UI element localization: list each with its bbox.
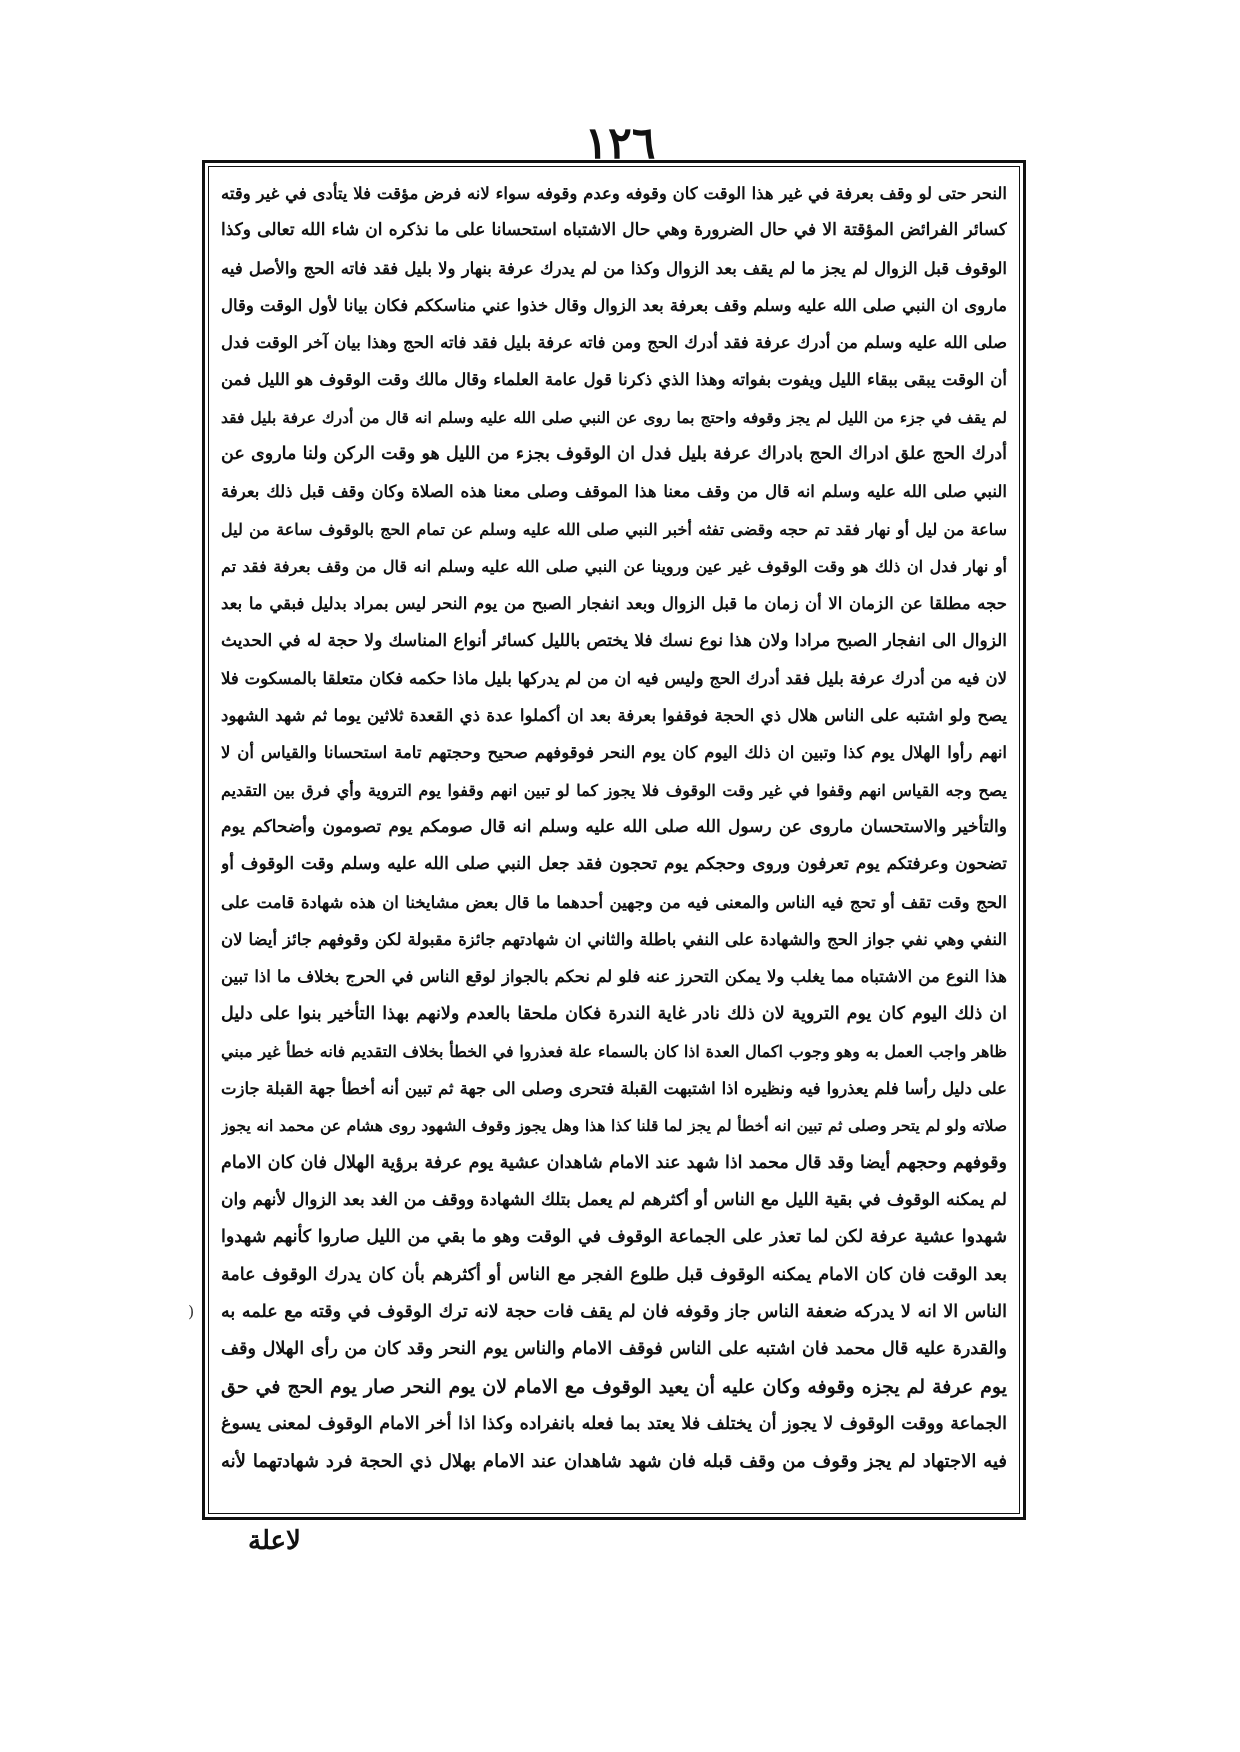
text-line: صلاته ولو لم يتحر وصلى ثم تبين انه أخطأ لم يجز لما قلنا كذا هذا وهل يجوز وقوف الشهود روى هشام عن محمد انه يجوز (221, 1116, 1007, 1136)
text-line: لم يمكنه الوقوف في بقية الليل مع الناس أو أكثرهم لم يعمل بتلك الشهادة ووقف من الغد بعد الزوال لأنهم وان (221, 1190, 1007, 1211)
text-line: بعد الوقت فان كان الامام يمكنه الوقوف قبل طلوع الفجر مع الناس أو أكثرهم بأن كان يدرك الوقوف عامة (221, 1264, 1007, 1285)
text-line: يوم عرفة لم يجزه وقوفه وكان عليه أن يعيد الوقوف مع الامام لان يوم النحر صار يوم الحج في حق (221, 1375, 1007, 1398)
catchword: لاعلة (248, 1526, 301, 1556)
text-line: والقدرة عليه قال محمد فان اشتبه على الناس فوقف الامام والناس يوم النحر وقد كان من رأى الهلال وقف (221, 1339, 1007, 1360)
text-line: الناس الا انه لا يدركه ضعفة الناس جاز وقوفه فان لم يقف فات حجة لانه ترك الوقوف في وقته مع علمه به (221, 1301, 1007, 1322)
text-line: الزوال الى انفجار الصبح مرادا ولان هذا نوع نسك فلا يختص بالليل كسائر أنواع المناسك ولا حجة له في الحديث (221, 630, 1007, 651)
text-line: الوقوف قبل الزوال لم يجز ما لم يقف بعد الزوال وكذا من لم يدرك عرفة بنهار ولا بليل فقد فاته الحج والأصل فيه (221, 258, 1007, 278)
text-line: هذا النوع من الاشتباه مما يغلب ولا يمكن التحرز عنه فلو لم نحكم بالجواز لوقع الناس في الحرج بخلاف ما اذا تبين (221, 967, 1007, 987)
text-line: النفي وهي نفي جواز الحج والشهادة على النفي باطلة والثاني ان شهادتهم جائزة مقبولة لكن وقوفهم جائز أيضا لان (221, 929, 1007, 949)
text-line: ظاهر واجب العمل به وهو وجوب اكمال العدة اذا كان بالسماء علة فعذروا في الخطأ بخلاف التقديم فانه خطأ غير مبني (221, 1041, 1007, 1061)
main-text (221, 175, 1007, 1480)
text-line: يصح ولو اشتبه على الناس هلال ذي الحجة فوقفوا بعرفة بعد ان أكملوا عدة ذي القعدة ثلاثين يوما ثم شهد الشهود (221, 706, 1007, 726)
text-line: ساعة من ليل أو نهار فقد تم حجه وقضى تفثه أخبر النبي صلى الله عليه وسلم عن تمام الحج بالوقوف ساعة من ليل (221, 519, 1007, 539)
text-line: فيه الاجتهاد لم يجز وقوف من وقف قبله فان شهد شاهدان عند الامام بهلال ذي الحجة فرد شهادتهما لأنه (221, 1451, 1007, 1473)
text-line: وقوفهم وحجهم أيضا وقد قال محمد اذا شهد عند الامام شاهدان عشية يوم عرفة برؤية الهلال فان كان الامام (221, 1152, 1007, 1173)
text-line: لان فيه من أدرك عرفة بليل فقد أدرك الحج وليس فيه ان من لم يدركها بليل ماذا حكمه فكان متعلقا بالمسكوت فلا (221, 668, 1007, 688)
margin-mark: ) (188, 1302, 195, 1321)
text-frame (208, 166, 1020, 1514)
text-line: صلى الله عليه وسلم من أدرك عرفة فقد أدرك الحج ومن فاته عرفة بليل فقد فاته الحج وهذا بيان آخر الوقت فدل (221, 333, 1007, 353)
text-line: النبي صلى الله عليه وسلم انه قال من وقف معنا هذا الموقف وصلى معنا هذه الصلاة وكان وقف قبل ذلك بعرفة (221, 482, 1007, 502)
text-line: والتأخير والاستحسان ماروى عن رسول الله صلى الله عليه وسلم انه قال صومكم يوم تصومون وأضحاكم يوم (221, 817, 1007, 838)
text-line: لم يقف في جزء من الليل لم يجز وقوفه واحتج بما روى عن النبي صلى الله عليه وسلم انه قال من أدرك عرفة بليل فقد (221, 407, 1007, 427)
text-line: أو نهار فدل ان ذلك هو وقت الوقوف غير عين وروينا عن النبي صلى الله عليه وسلم انه قال من وقف بعرفة فقد تم (221, 556, 1007, 576)
text-line: الحج وقت تقف أو تحج فيه الناس والمعنى فيه من وجهين أحدهما ما قال بعض مشايخنا ان هذه شهادة قامت على (221, 892, 1007, 912)
text-line: ماروى ان النبي صلى الله عليه وسلم وقف بعرفة بعد الزوال وقال خذوا عني مناسككم فكان بيانا لأول الوقت وقال (221, 295, 1007, 315)
text-line: يصح وجه القياس انهم وقفوا في غير وقت الوقوف فلا يجوز كما لو تبين انهم وقفوا يوم التروية وأي فرق بين التقديم (221, 780, 1007, 800)
text-line: تضحون وعرفتكم يوم تعرفون وروى وحجكم يوم تحجون فقد جعل النبي صلى الله عليه وسلم وقت الوقوف أو (221, 854, 1007, 875)
text-line: حجه مطلقا عن الزمان الا أن زمان ما قبل الزوال وبعد انفجار الصبح من يوم النحر ليس بمراد بدليل فبقي ما بعد (221, 594, 1007, 614)
text-line: أن الوقت يبقى ببقاء الليل ويفوت بفواته وهذا الذي ذكرنا قول عامة العلماء وقال مالك وقت الوقوف هو الليل فمن (221, 370, 1007, 390)
page-number: ١٢٦ (584, 118, 656, 169)
text-line: على دليل رأسا فلم يعذروا فيه ونظيره اذا اشتبهت القبلة فتحرى وصلى الى جهة ثم تبين أنه أخطأ جهة القبلة جازت (221, 1079, 1007, 1099)
text-line: النحر حتى لو وقف بعرفة في غير هذا الوقت كان وقوفه وعدم وقوفه سواء لانه فرض مؤقت فلا يتأدى في غير وقته (221, 184, 1007, 203)
text-line: ان ذلك اليوم كان يوم التروية لان ذلك نادر غاية الندرة فكان ملحقا بالعدم ولانهم بهذا التأخير بنوا على دليل (221, 1003, 1007, 1024)
text-line: الجماعة ووقت الوقوف لا يجوز أن يختلف فلا يعتد بما فعله بانفراده وكذا اذا أخر الامام الوقوف لمعنى يسوغ (221, 1413, 1007, 1434)
text-line: شهدوا عشية عرفة لكن لما تعذر على الجماعة الوقوف في الوقت وهو ما بقي من الليل صاروا كأنهم شهدوا (221, 1227, 1007, 1248)
text-line: كسائر الفرائض المؤقتة الا في حال الضرورة وهي حال الاشتباه استحسانا على ما نذكره ان شاء الله تعالى وكذا (221, 220, 1007, 241)
text-line: انهم رأوا الهلال يوم كذا وتبين ان ذلك اليوم كان يوم النحر فوقوفهم صحيح وحجتهم تامة استحسانا والقياس أن لا (221, 743, 1007, 763)
text-line: أدرك الحج علق ادراك الحج بادراك عرفة بليل فدل ان الوقوف بجزء من الليل هو وقت الركن ولنا ماروى عن (221, 444, 1007, 465)
